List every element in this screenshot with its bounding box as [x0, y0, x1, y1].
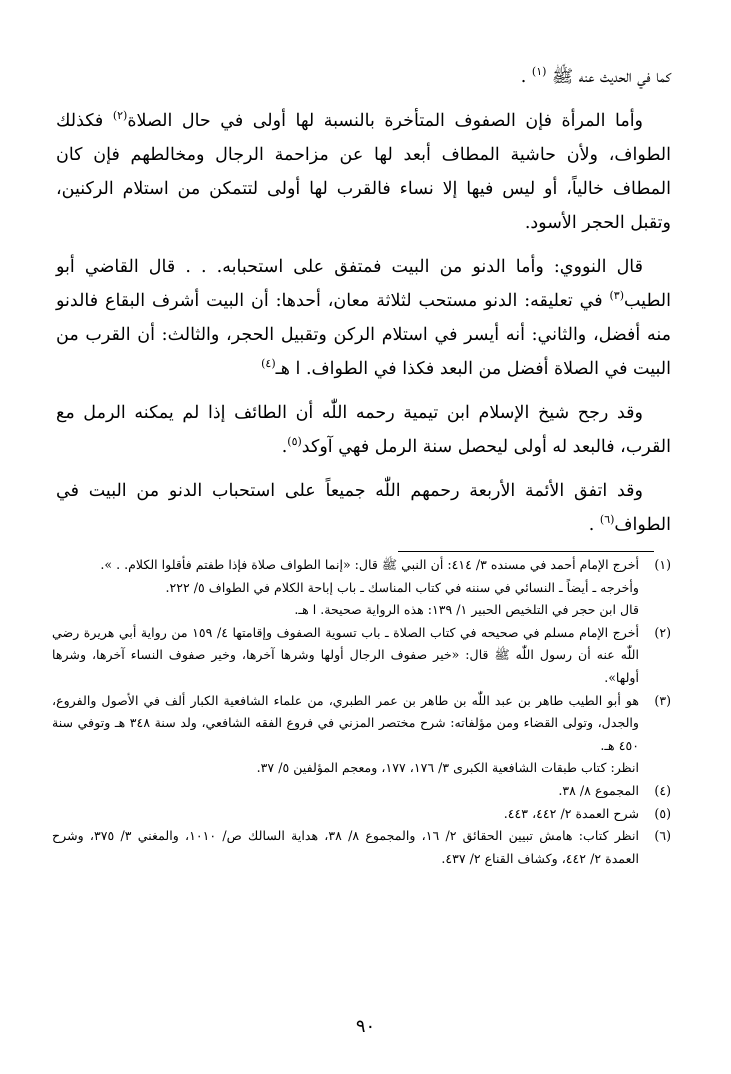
- paragraph-0: [56, 60, 671, 94]
- footnote-line: وأخرجه ـ أيضاً ـ النسائي في سننه في كتاب المناسك ـ باب إباحة الكلام في الطواف ٥/ ٢٢٢.: [165, 579, 639, 595]
- footnote-line: شرح العمدة ٢/ ٤٤٢، ٤٤٣.: [503, 805, 639, 821]
- footnote-body: [52, 803, 639, 826]
- footnote-body: [52, 825, 639, 870]
- paragraph-0-end: .: [520, 67, 532, 87]
- page-number: ٩٠: [355, 1016, 376, 1037]
- footnote-body: [52, 690, 639, 780]
- footnote-marker-1[interactable]: (١): [531, 65, 547, 79]
- footnote-line: قال ابن حجر في التلخيص الحبير ١/ ١٣٩: هذه الرواية صحيحة. ا هـ.: [294, 602, 639, 618]
- footnote-line: أخرج الإمام أحمد في مسنده ٣/ ٤١٤: أن النبي ﷺ قال: «إنما الطواف صلاة فإذا طفتم فأقلوا الكلام. . ».: [100, 557, 639, 572]
- paragraph-4-text: وقد اتفق الأئمة الأربعة رحمهم اللّٰه جميعاً على استحباب الدنو من البيت في الطواف: [56, 481, 671, 535]
- paragraph-3-text: وقد رجح شيخ الإسلام ابن تيمية رحمه اللّٰه أن الطائف إذا لم يمكنه الرمل مع القرب، فالبعد له أولى ليحصل سنة الرمل فهي آوكد: [56, 403, 671, 457]
- footnote-number: (٣): [654, 692, 671, 708]
- paragraph-2: [56, 250, 671, 386]
- footnote-marker-2[interactable]: (٢): [112, 109, 128, 123]
- main-text: [56, 60, 671, 552]
- footnote-line: انظر: كتاب طبقات الشافعية الكبرى ٣/ ١٧٦، ١٧٧، ومعجم المؤلفين ٥/ ٣٧.: [256, 760, 639, 776]
- footnote-number: (٢): [654, 624, 671, 640]
- paragraph-1: [56, 104, 671, 240]
- footnote: [52, 690, 671, 780]
- paragraph-2-text-b: في تعليقه: الدنو مستحب لثلاثة معان، أحدها: أن البيت أشرف البقاع فالدنو منه أفضل، والثاني: أنه أيسر في استلام الركن وتقبيل الحجر، والثالث: أن القرب من البيت في الصلاة أفضل من البعد فكذا في الطواف. ا هـ: [56, 291, 671, 379]
- footnote-marker-5[interactable]: (٥): [287, 435, 302, 449]
- paragraph-1-text-a: وأما المرأة فإن الصفوف المتأخرة بالنسبة لها أولى في حال الصلاة: [127, 111, 644, 131]
- paragraph-4-end: .: [588, 515, 600, 535]
- footnote-body: [52, 554, 639, 622]
- footnote: [52, 622, 671, 690]
- paragraph-0-text: كما في الحديث عنه ﷺ: [552, 67, 671, 87]
- footnote-line: انظر كتاب: هامش تبيين الحقائق ٢/ ١٦، والمجموع ٨/ ٣٨، هداية السالك ص/ ١٠١٠، والمغني ٣/ ٣٧٥، وشرح العمدة ٢/ ٤٤٢، وكشاف القناع ٢/ ٤٣٧.: [52, 828, 639, 866]
- footnote: [52, 780, 671, 803]
- footnote-number: (١): [654, 557, 671, 572]
- footnote-marker-4[interactable]: (٤): [261, 357, 276, 371]
- footnote-line: المجموع ٨/ ٣٨.: [558, 782, 639, 798]
- paragraph-2-text-a: قال النووي: وأما الدنو من البيت فمتفق على استحبابه. . . قال القاضي أبو الطيب: [56, 257, 671, 311]
- footnote-marker-6[interactable]: (٦): [599, 513, 615, 527]
- footnote-marker-3[interactable]: (٣): [609, 289, 624, 303]
- footnote-body: [52, 780, 639, 803]
- footnote: [52, 554, 671, 622]
- paragraph-4: [56, 474, 671, 542]
- paragraph-1-text-b: فكذلك الطواف، ولأن حاشية المطاف أبعد لها عن مزاحمة الرجال ومخالطهم فإن كان المطاف خالياً، أو ليس فيها إلا نساء فالقرب لها أولى لتتمكن من استلام الركنين، وتقبل الحجر الأسود.: [56, 111, 671, 233]
- footnote: [52, 825, 671, 870]
- footnote: [52, 803, 671, 826]
- footnote-number: (٥): [654, 805, 671, 821]
- footnote-number: (٤): [654, 782, 671, 798]
- footnote-number: (٦): [654, 828, 671, 844]
- footnote-line: هو أبو الطيب طاهر بن عبد اللّٰه بن طاهر بن عمر الطبري، من علماء الشافعية الكبار ألف في الأصول والفروع، والجدل، وتولى القضاء ومن مؤلفاته: شرح مختصر المزني في فروع الفقه الشافعي، ولد سنة ٣٤٨ هـ وتوفي سنة ٤٥٠ هـ.: [52, 692, 639, 753]
- footnote-separator: [398, 551, 654, 552]
- footnote-body: [52, 622, 639, 690]
- paragraph-3: [56, 396, 671, 464]
- paragraph-3-end: .: [281, 437, 288, 457]
- footnote-line: أخرج الإمام مسلم في صحيحه في كتاب الصلاة ـ باب تسوية الصفوف وإقامتها ٤/ ١٥٩ من رواية أبي هريرة رضي اللّٰه عنه أن رسول اللّٰه ﷺ قال: «خير صفوف الرجال أولها وشرها آخرها، وخير صفوف النساء آخرها، وشرها أولها».: [52, 624, 639, 685]
- footnotes: [52, 554, 671, 870]
